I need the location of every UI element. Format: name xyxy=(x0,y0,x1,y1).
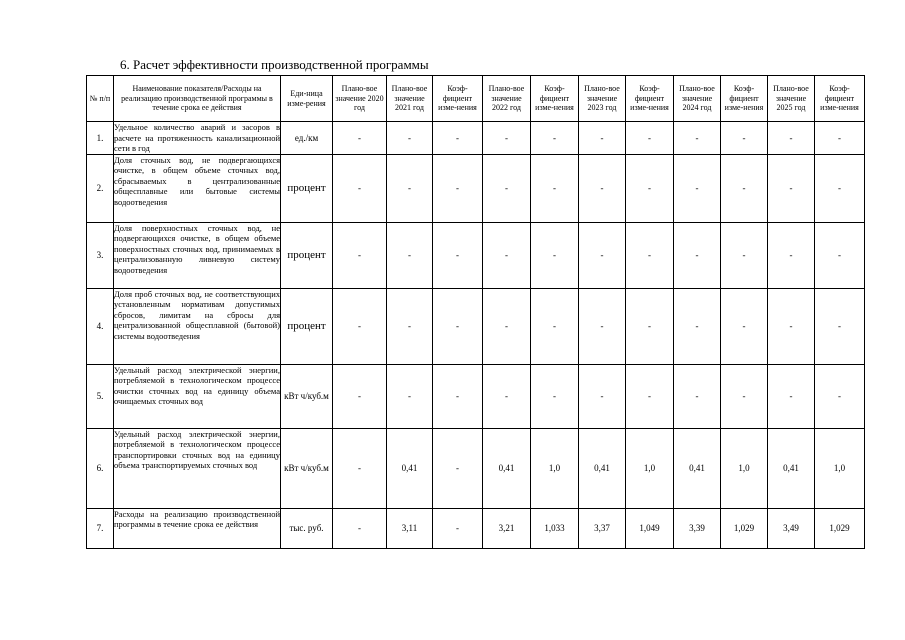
section-title: 6. Расчет эффективности производственной программы xyxy=(120,57,429,72)
value-cell: - xyxy=(433,154,483,222)
value-cell: 0,41 xyxy=(768,428,815,508)
value-cell: - xyxy=(433,122,483,155)
value-cell: - xyxy=(433,222,483,288)
value-cell: - xyxy=(579,288,626,364)
value-cell: - xyxy=(483,154,531,222)
value-cell: - xyxy=(333,288,387,364)
row-number: 6. xyxy=(87,428,114,508)
value-cell: - xyxy=(531,222,579,288)
value-cell: - xyxy=(721,364,768,428)
value-cell: - xyxy=(387,122,433,155)
column-header: Плано-вое значение 2025 год xyxy=(768,76,815,122)
value-cell: - xyxy=(768,364,815,428)
column-header: Наименование показателя/Расходы на реализацию производственной программы в течение срока ее действия xyxy=(114,76,281,122)
indicator-name: Доля проб сточных вод, не соответствующих установленным нормативам допустимых сбросов, лимитам на сбросы для централизованной общесплавной (бытовой) системы водоотведения xyxy=(114,288,281,364)
value-cell: - xyxy=(483,364,531,428)
indicator-name: Расходы на реализацию производственной программы в течение срока ее действия xyxy=(114,508,281,548)
value-cell: - xyxy=(483,122,531,155)
value-cell: - xyxy=(531,364,579,428)
value-cell: 1,0 xyxy=(815,428,865,508)
value-cell: - xyxy=(815,154,865,222)
value-cell: - xyxy=(768,288,815,364)
value-cell: - xyxy=(333,122,387,155)
value-cell: - xyxy=(721,222,768,288)
table-row xyxy=(87,222,865,288)
value-cell: - xyxy=(674,222,721,288)
value-cell: - xyxy=(333,508,387,548)
value-cell: 1,0 xyxy=(721,428,768,508)
value-cell: - xyxy=(721,154,768,222)
value-cell: - xyxy=(387,288,433,364)
unit-of-measure: процент xyxy=(281,154,333,222)
value-cell: - xyxy=(579,122,626,155)
column-header: Плано-вое значение 2021 год xyxy=(387,76,433,122)
value-cell: - xyxy=(674,154,721,222)
column-header: Коэф-фициент изме-нения xyxy=(626,76,674,122)
value-cell: - xyxy=(768,122,815,155)
value-cell: - xyxy=(531,154,579,222)
value-cell: - xyxy=(333,222,387,288)
value-cell: - xyxy=(579,154,626,222)
value-cell: - xyxy=(483,222,531,288)
indicator-name: Удельный расход электрической энергии, потребляемой в технологическом процессе очистки сточных вод на единицу объема очищаемых сточных вод xyxy=(114,364,281,428)
row-number: 3. xyxy=(87,222,114,288)
value-cell: - xyxy=(721,122,768,155)
column-header: Еди-ница изме-рения xyxy=(281,76,333,122)
value-cell: - xyxy=(674,122,721,155)
value-cell: - xyxy=(674,364,721,428)
column-header: Коэф-фициент изме-нения xyxy=(433,76,483,122)
unit-of-measure: процент xyxy=(281,222,333,288)
indicator-name: Удельный расход электрической энергии, потребляемой в технологическом процессе транспортировки сточных вод на единицу объема транспортируемых сточных вод xyxy=(114,428,281,508)
value-cell: 3,39 xyxy=(674,508,721,548)
value-cell: - xyxy=(531,288,579,364)
value-cell: 0,41 xyxy=(387,428,433,508)
indicator-name: Доля поверхностных сточных вод, не подвергающихся очистке, в общем объеме поверхностных сточных вод, принимаемых в централизованную ливневую систему водоотведения xyxy=(114,222,281,288)
value-cell: - xyxy=(433,428,483,508)
column-header: Коэф-фициент изме-нения xyxy=(531,76,579,122)
row-number: 4. xyxy=(87,288,114,364)
column-header: Коэф-фициент изме-нения xyxy=(815,76,865,122)
row-number: 5. xyxy=(87,364,114,428)
value-cell: - xyxy=(531,122,579,155)
indicator-name: Доля сточных вод, не подвергающихся очистке, в общем объеме сточных вод, сбрасываемых в централизованные общесплавные или бытовые системы водоотведения xyxy=(114,154,281,222)
value-cell: 3,49 xyxy=(768,508,815,548)
column-header: Плано-вое значение 2024 год xyxy=(674,76,721,122)
value-cell: 0,41 xyxy=(674,428,721,508)
value-cell: - xyxy=(626,154,674,222)
table-row xyxy=(87,122,865,155)
value-cell: - xyxy=(333,154,387,222)
value-cell: - xyxy=(815,122,865,155)
row-number: 2. xyxy=(87,154,114,222)
unit-of-measure: кВт ч/куб.м xyxy=(281,428,333,508)
unit-of-measure: тыс. руб. xyxy=(281,508,333,548)
value-cell: 1,0 xyxy=(626,428,674,508)
value-cell: - xyxy=(721,288,768,364)
value-cell: 0,41 xyxy=(579,428,626,508)
value-cell: - xyxy=(387,222,433,288)
value-cell: - xyxy=(815,364,865,428)
unit-of-measure: ед./км xyxy=(281,122,333,155)
value-cell: 1,0 xyxy=(531,428,579,508)
value-cell: - xyxy=(579,364,626,428)
value-cell: 1,029 xyxy=(815,508,865,548)
value-cell: 3,37 xyxy=(579,508,626,548)
value-cell: - xyxy=(815,288,865,364)
value-cell: 1,029 xyxy=(721,508,768,548)
value-cell: - xyxy=(626,288,674,364)
column-header: Плано-вое значение 2022 год xyxy=(483,76,531,122)
table-row xyxy=(87,428,865,508)
value-cell: - xyxy=(626,222,674,288)
table-row xyxy=(87,154,865,222)
table-row xyxy=(87,288,865,364)
row-number: 1. xyxy=(87,122,114,155)
efficiency-table xyxy=(86,75,865,549)
column-header: Плано-вое значение 2023 год xyxy=(579,76,626,122)
value-cell: - xyxy=(387,364,433,428)
value-cell: 1,049 xyxy=(626,508,674,548)
header-row xyxy=(87,76,865,122)
value-cell: - xyxy=(768,154,815,222)
value-cell: - xyxy=(626,122,674,155)
value-cell: - xyxy=(433,364,483,428)
value-cell: - xyxy=(333,428,387,508)
value-cell: 3,21 xyxy=(483,508,531,548)
value-cell: - xyxy=(433,508,483,548)
unit-of-measure: кВт ч/куб.м xyxy=(281,364,333,428)
value-cell: 1,033 xyxy=(531,508,579,548)
value-cell: 3,11 xyxy=(387,508,433,548)
value-cell: - xyxy=(433,288,483,364)
indicator-name: Удельное количество аварий и засоров в расчете на протяженность канализационной сети в год xyxy=(114,122,280,153)
row-number: 7. xyxy=(87,508,114,548)
column-header: Коэф-фициент изме-нения xyxy=(721,76,768,122)
value-cell: - xyxy=(387,154,433,222)
unit-of-measure: процент xyxy=(281,288,333,364)
value-cell: - xyxy=(674,288,721,364)
value-cell: - xyxy=(768,222,815,288)
table-row xyxy=(87,508,865,548)
column-header: № п/п xyxy=(87,76,114,122)
table-row xyxy=(87,364,865,428)
value-cell: - xyxy=(579,222,626,288)
value-cell: - xyxy=(333,364,387,428)
column-header: Плано-вое значение 2020 год xyxy=(333,76,387,122)
value-cell: - xyxy=(483,288,531,364)
value-cell: - xyxy=(626,364,674,428)
value-cell: 0,41 xyxy=(483,428,531,508)
value-cell: - xyxy=(815,222,865,288)
